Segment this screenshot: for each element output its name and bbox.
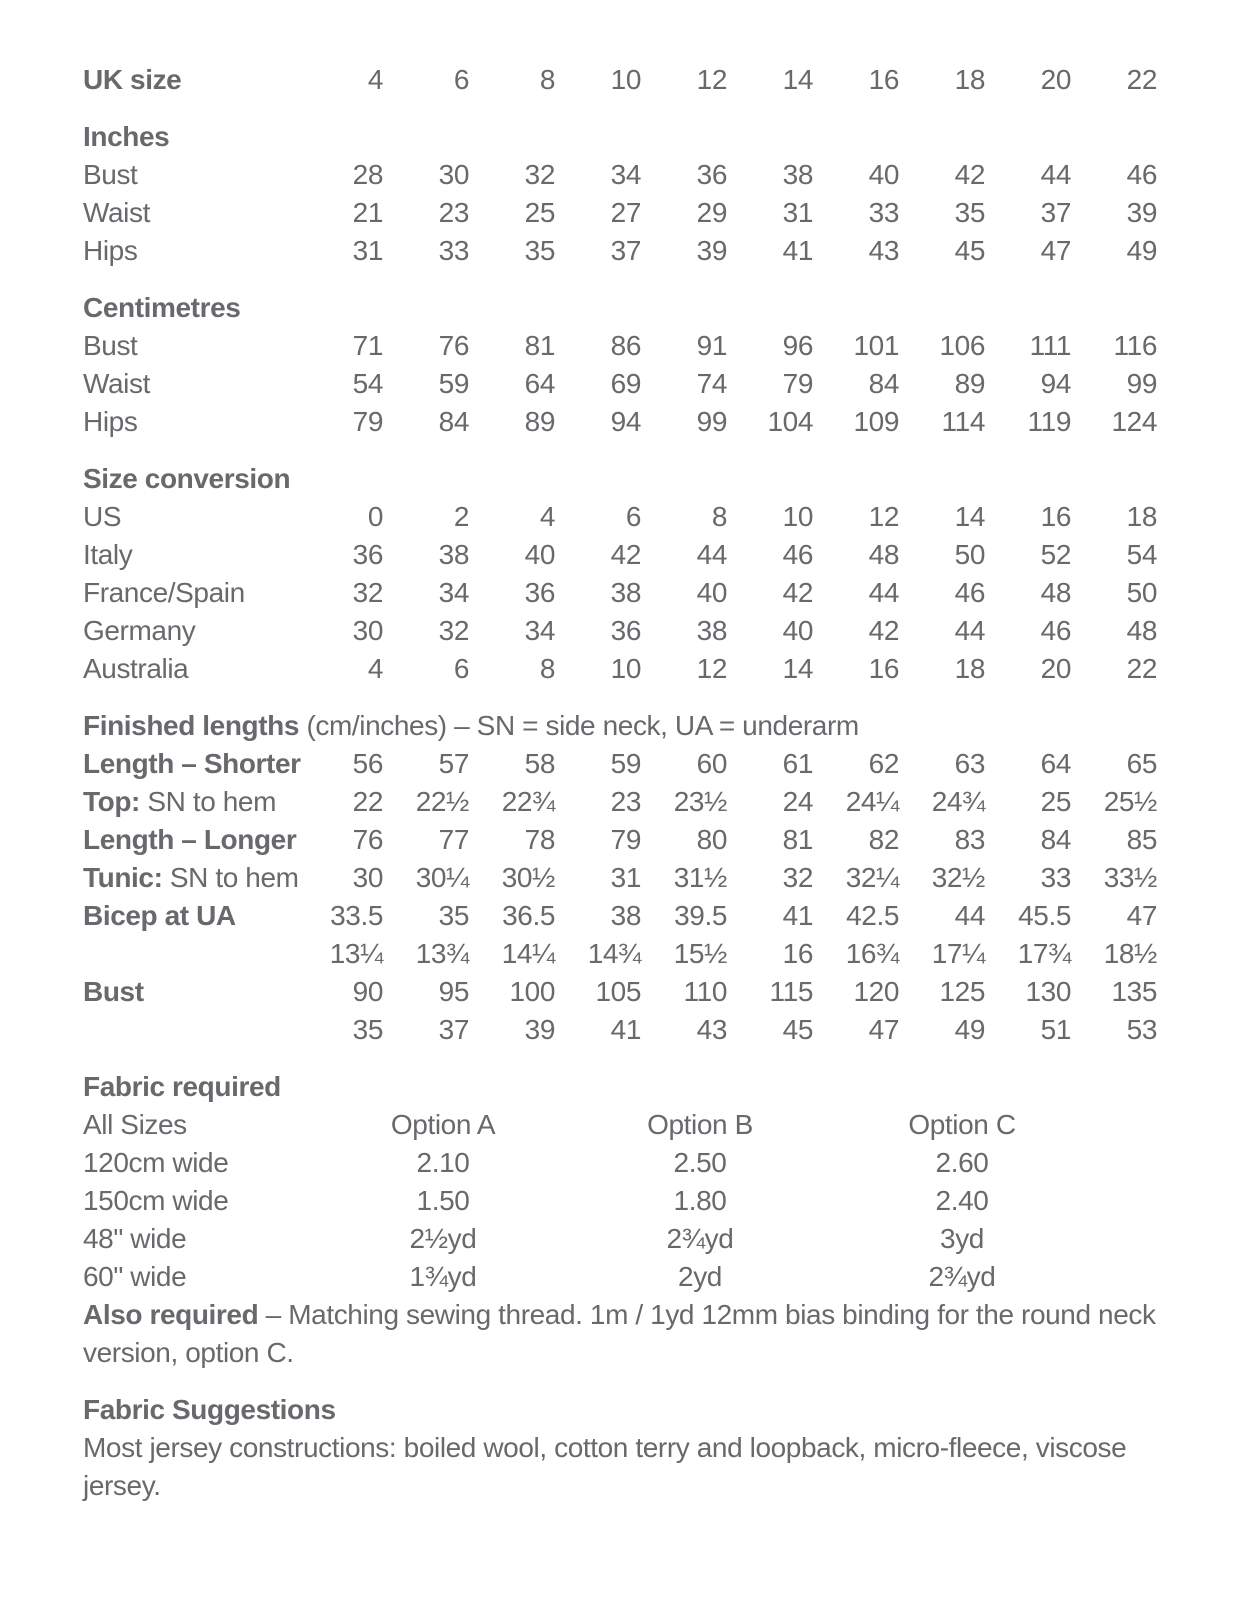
centimetres-section [83, 289, 1220, 441]
cell-value: 37 [438, 1014, 469, 1045]
cell-value: 37 [1040, 197, 1071, 228]
cell-value: 57 [438, 748, 469, 779]
row-label: Length – Longer [83, 824, 297, 855]
table-row [83, 1220, 1112, 1258]
row-label: Italy [83, 539, 133, 570]
cell-value: 51 [1040, 1014, 1071, 1045]
cell-value: 56 [352, 748, 383, 779]
cell-value: 41 [782, 900, 813, 931]
table-row [83, 1144, 1112, 1182]
cell-value: 14¼ [501, 938, 555, 969]
cell-value: 14 [954, 501, 985, 532]
cell-value: Option C [908, 1109, 1016, 1140]
cell-value: 62 [868, 748, 899, 779]
cell-value: 114 [941, 406, 985, 437]
cell-value: 80 [696, 824, 727, 855]
cell-value: 39.5 [674, 900, 727, 931]
cell-value: 109 [853, 406, 899, 437]
cell-value: 36 [696, 159, 727, 190]
cell-value: 16 [782, 938, 813, 969]
cell-value: 60 [696, 748, 727, 779]
table-row [83, 783, 1157, 821]
cell-value: 48 [1126, 615, 1157, 646]
row-label: 150cm wide [83, 1185, 229, 1216]
cell-value: 58 [524, 748, 555, 779]
row-label: Top: SN to hem [83, 786, 277, 817]
cell-value: 17¼ [931, 938, 985, 969]
cell-value: 2½yd [409, 1223, 477, 1254]
cell-value: 30½ [501, 862, 555, 893]
cell-value: 135 [1111, 976, 1157, 1007]
cell-value: 61 [782, 748, 813, 779]
cell-value: 37 [610, 235, 641, 266]
cell-value: 25 [524, 197, 555, 228]
finished-lengths-table [83, 745, 1157, 1049]
cell-value: 12 [696, 653, 727, 684]
cell-value: 18½ [1103, 938, 1157, 969]
cell-value: 69 [610, 368, 641, 399]
cell-value: 79 [782, 368, 813, 399]
finished-lengths-heading-bold: Finished lengths [83, 710, 300, 741]
cell-value: 74 [696, 368, 727, 399]
table-row [83, 897, 1157, 935]
cell-value: 36 [352, 539, 383, 570]
cell-value: 116 [1113, 330, 1157, 361]
table-row [83, 365, 1157, 403]
cell-value: 43 [868, 235, 899, 266]
row-label: Australia [83, 653, 189, 684]
cell-value: 47 [1040, 235, 1071, 266]
cell-value: 6 [625, 501, 641, 532]
cell-value: 25½ [1103, 786, 1157, 817]
cell-value: 105 [595, 976, 641, 1007]
cell-value: 99 [696, 406, 727, 437]
cell-value: 17¾ [1017, 938, 1071, 969]
cell-value: 38 [610, 900, 641, 931]
cell-value: 81 [782, 824, 813, 855]
table-row [83, 859, 1157, 897]
cell-value: 52 [1040, 539, 1071, 570]
also-required-text: – Matching sewing thread. 1m / 1yd 12mm bias binding for the round neck version, option C. [83, 1299, 1156, 1368]
cell-value: 119 [1027, 406, 1071, 437]
cell-value: 32 [524, 159, 555, 190]
cell-value: 18 [954, 64, 985, 95]
finished-lengths-heading [83, 707, 1220, 745]
cell-value: 38 [782, 159, 813, 190]
table-row [83, 574, 1157, 612]
cell-value: 47 [1126, 900, 1157, 931]
cell-value: 18 [1126, 501, 1157, 532]
cell-value: 54 [352, 368, 383, 399]
cell-value: 2yd [678, 1261, 722, 1292]
row-label: UK size [83, 64, 182, 95]
cell-value: 33.5 [330, 900, 383, 931]
cell-value: 76 [438, 330, 469, 361]
cell-value: 54 [1126, 539, 1157, 570]
cell-value: 42.5 [846, 900, 899, 931]
cell-value: 10 [610, 653, 641, 684]
cell-value: 84 [438, 406, 469, 437]
cell-value: 124 [1111, 406, 1157, 437]
also-required-label: Also required [83, 1299, 259, 1330]
cell-value: 18 [954, 653, 985, 684]
table-row [83, 745, 1157, 783]
cell-value: 2.50 [673, 1147, 727, 1178]
cell-value: 22½ [415, 786, 469, 817]
cell-value: 95 [438, 976, 469, 1007]
cell-value: 4 [367, 64, 383, 95]
cell-value: 45.5 [1018, 900, 1071, 931]
cell-value: 39 [1126, 197, 1157, 228]
cell-value: 86 [610, 330, 641, 361]
cell-value: 32 [438, 615, 469, 646]
table-row [83, 1011, 1157, 1049]
finished-lengths-heading-rest: (cm/inches) – SN = side neck, UA = underarm [299, 710, 859, 741]
cell-value: 22 [352, 786, 383, 817]
cell-value: 65 [1126, 748, 1157, 779]
cell-value: 39 [696, 235, 727, 266]
cell-value: 89 [954, 368, 985, 399]
cell-value: 89 [524, 406, 555, 437]
cell-value: 49 [1126, 235, 1157, 266]
cell-value: 30 [438, 159, 469, 190]
cell-value: 91 [696, 330, 727, 361]
cell-value: 13¼ [329, 938, 383, 969]
cell-value: 32 [352, 577, 383, 608]
table-row [83, 403, 1157, 441]
cell-value: 23½ [673, 786, 727, 817]
uk-size-section [83, 61, 1220, 99]
cell-value: 120 [853, 976, 899, 1007]
cell-value: 44 [954, 615, 985, 646]
cell-value: 30¼ [415, 862, 469, 893]
cell-value: 50 [954, 539, 985, 570]
cell-value: 106 [939, 330, 985, 361]
fabric-required-section [83, 1068, 1220, 1372]
centimetres-table [83, 327, 1157, 441]
table-row [83, 1182, 1112, 1220]
cell-value: 41 [782, 235, 813, 266]
cell-value: 101 [853, 330, 899, 361]
size-conversion-heading: Size conversion [83, 463, 291, 494]
cell-value: 40 [868, 159, 899, 190]
cell-value: 96 [782, 330, 813, 361]
row-label: Bust [83, 330, 138, 361]
cell-value: 24¼ [845, 786, 899, 817]
cell-value: 77 [438, 824, 469, 855]
cell-value: 125 [939, 976, 985, 1007]
cell-value: 59 [438, 368, 469, 399]
table-row [83, 536, 1157, 574]
inches-table [83, 156, 1157, 270]
cell-value: 82 [868, 824, 899, 855]
table-row [83, 61, 1157, 99]
cell-value: 94 [610, 406, 641, 437]
cell-value: 0 [367, 501, 383, 532]
cell-value: 40 [782, 615, 813, 646]
cell-value: 104 [767, 406, 813, 437]
cell-value: 20 [1040, 653, 1071, 684]
cell-value: 1.50 [416, 1185, 470, 1216]
cell-value: 22 [1126, 653, 1157, 684]
cell-value: 85 [1126, 824, 1157, 855]
cell-value: 100 [509, 976, 555, 1007]
cell-value: 46 [1126, 159, 1157, 190]
cell-value: 90 [352, 976, 383, 1007]
cell-value: 31 [782, 197, 813, 228]
row-label: Bust [83, 976, 144, 1007]
cell-value: 3yd [940, 1223, 984, 1254]
cell-value: 22¾ [501, 786, 555, 817]
cell-value: 23 [438, 197, 469, 228]
cell-value: 2¾yd [928, 1261, 996, 1292]
row-label: 48" wide [83, 1223, 187, 1254]
cell-value: 79 [352, 406, 383, 437]
cell-value: 33 [438, 235, 469, 266]
cell-value: 31 [610, 862, 641, 893]
table-row [83, 156, 1157, 194]
size-conversion-table [83, 498, 1157, 688]
cell-value: 46 [954, 577, 985, 608]
cell-value: 34 [438, 577, 469, 608]
cell-value: 21 [352, 197, 383, 228]
cell-value: 31½ [673, 862, 727, 893]
cell-value: 14 [782, 653, 813, 684]
row-label: All Sizes [83, 1109, 187, 1140]
fabric-suggestions-text: Most jersey constructions: boiled wool, cotton terry and loopback, micro-fleece, viscose jersey. [83, 1432, 1127, 1501]
cell-value: 36 [610, 615, 641, 646]
cell-value: 10 [610, 64, 641, 95]
cell-value: 76 [352, 824, 383, 855]
table-row [83, 650, 1157, 688]
cell-value: 36.5 [502, 900, 555, 931]
cell-value: 8 [539, 64, 555, 95]
cell-value: 63 [954, 748, 985, 779]
row-label: Waist [83, 368, 150, 399]
cell-value: 12 [696, 64, 727, 95]
row-label: Hips [83, 235, 138, 266]
cell-value: 24 [782, 786, 813, 817]
cell-value: 38 [610, 577, 641, 608]
cell-value: 22 [1126, 64, 1157, 95]
fabric-required-heading: Fabric required [83, 1071, 281, 1102]
cell-value: 16¾ [845, 938, 899, 969]
cell-value: 16 [868, 64, 899, 95]
cell-value: 32 [782, 862, 813, 893]
row-label [83, 1011, 297, 1049]
cell-value: 33 [1040, 862, 1071, 893]
row-label: 60" wide [83, 1261, 187, 1292]
cell-value: 84 [868, 368, 899, 399]
cell-value: 38 [696, 615, 727, 646]
cell-value: 6 [453, 653, 469, 684]
cell-value: 46 [782, 539, 813, 570]
cell-value: 35 [352, 1014, 383, 1045]
cell-value: 84 [1040, 824, 1071, 855]
cell-value: 44 [696, 539, 727, 570]
cell-value: 64 [1040, 748, 1071, 779]
cell-value: 47 [868, 1014, 899, 1045]
also-required-paragraph [83, 1296, 1205, 1372]
cell-value: 50 [1126, 577, 1157, 608]
inches-section [83, 118, 1220, 270]
table-row [83, 1106, 1112, 1144]
cell-value: 59 [610, 748, 641, 779]
cell-value: 130 [1025, 976, 1071, 1007]
cell-value: 2.40 [935, 1185, 989, 1216]
cell-value: 24¾ [931, 786, 985, 817]
cell-value: 71 [352, 330, 383, 361]
table-row [83, 1258, 1112, 1296]
uk-size-table [83, 61, 1157, 99]
cell-value: 79 [610, 824, 641, 855]
cell-value: 83 [954, 824, 985, 855]
cell-value: 1¾yd [409, 1261, 477, 1292]
cell-value: 34 [524, 615, 555, 646]
cell-value: 2.10 [416, 1147, 470, 1178]
cell-value: 45 [782, 1014, 813, 1045]
inches-heading: Inches [83, 121, 170, 152]
cell-value: 48 [868, 539, 899, 570]
cell-value: 39 [524, 1014, 555, 1045]
cell-value: 13¾ [415, 938, 469, 969]
cell-value: 31 [352, 235, 383, 266]
cell-value: 81 [524, 330, 555, 361]
cell-value: 48 [1040, 577, 1071, 608]
cell-value: 30 [352, 862, 383, 893]
cell-value: 20 [1040, 64, 1071, 95]
cell-value: 29 [696, 197, 727, 228]
cell-value: 42 [954, 159, 985, 190]
cell-value: 2.60 [935, 1147, 989, 1178]
cell-value: 32½ [931, 862, 985, 893]
cell-value: 35 [954, 197, 985, 228]
cell-value: 44 [1040, 159, 1071, 190]
row-label [83, 935, 297, 973]
cell-value: 23 [610, 786, 641, 817]
cell-value: 8 [539, 653, 555, 684]
cell-value: 44 [868, 577, 899, 608]
cell-value: 15½ [673, 938, 727, 969]
row-label: 120cm wide [83, 1147, 229, 1178]
cell-value: 6 [453, 64, 469, 95]
cell-value: 10 [782, 501, 813, 532]
row-label: Tunic: SN to hem [83, 862, 299, 893]
cell-value: 40 [696, 577, 727, 608]
cell-value: 25 [1040, 786, 1071, 817]
cell-value: Option A [390, 1109, 496, 1140]
cell-value: 111 [1029, 330, 1071, 361]
cell-value: 42 [868, 615, 899, 646]
row-label: Hips [83, 406, 138, 437]
row-label: France/Spain [83, 577, 245, 608]
cell-value: 42 [782, 577, 813, 608]
cell-value: 35 [438, 900, 469, 931]
fabric-suggestions-heading: Fabric Suggestions [83, 1394, 336, 1425]
cell-value: 34 [610, 159, 641, 190]
cell-value: 16 [1040, 501, 1071, 532]
table-row [83, 498, 1157, 536]
cell-value: 2¾yd [666, 1223, 734, 1254]
centimetres-heading: Centimetres [83, 292, 241, 323]
cell-value: 12 [868, 501, 899, 532]
cell-value: 32¼ [845, 862, 899, 893]
cell-value: 78 [524, 824, 555, 855]
cell-value: 8 [711, 501, 727, 532]
cell-value: 115 [769, 976, 813, 1007]
table-row [83, 232, 1157, 270]
cell-value: 4 [539, 501, 555, 532]
row-label: Bust [83, 159, 138, 190]
cell-value: 28 [352, 159, 383, 190]
cell-value: 4 [367, 653, 383, 684]
cell-value: 14¾ [587, 938, 641, 969]
row-label: Length – Shorter [83, 748, 301, 779]
cell-value: 43 [696, 1014, 727, 1045]
cell-value: 110 [683, 976, 727, 1007]
cell-value: Option B [647, 1109, 753, 1140]
cell-value: 46 [1040, 615, 1071, 646]
cell-value: 40 [524, 539, 555, 570]
cell-value: 44 [954, 900, 985, 931]
cell-value: 16 [868, 653, 899, 684]
cell-value: 99 [1126, 368, 1157, 399]
cell-value: 33½ [1103, 862, 1157, 893]
table-row [83, 821, 1157, 859]
cell-value: 42 [610, 539, 641, 570]
cell-value: 27 [610, 197, 641, 228]
size-conversion-section [83, 460, 1220, 688]
cell-value: 41 [610, 1014, 641, 1045]
cell-value: 49 [954, 1014, 985, 1045]
cell-value: 35 [524, 235, 555, 266]
cell-value: 36 [524, 577, 555, 608]
cell-value: 45 [954, 235, 985, 266]
cell-value: 94 [1040, 368, 1071, 399]
finished-lengths-section [83, 707, 1220, 1049]
cell-value: 14 [782, 64, 813, 95]
fabric-suggestions-section [83, 1391, 1220, 1505]
table-row [83, 612, 1157, 650]
cell-value: 2 [453, 501, 469, 532]
cell-value: 53 [1126, 1014, 1157, 1045]
cell-value: 33 [868, 197, 899, 228]
cell-value: 64 [524, 368, 555, 399]
table-row [83, 935, 1157, 973]
cell-value: 1.80 [673, 1185, 727, 1216]
row-label: Bicep at UA [83, 900, 236, 931]
cell-value: 38 [438, 539, 469, 570]
table-row [83, 194, 1157, 232]
cell-value: 30 [352, 615, 383, 646]
table-row [83, 327, 1157, 365]
row-label: US [83, 501, 122, 532]
fabric-required-table [83, 1106, 1112, 1296]
row-label: Germany [83, 615, 196, 646]
table-row [83, 973, 1157, 1011]
row-label: Waist [83, 197, 150, 228]
